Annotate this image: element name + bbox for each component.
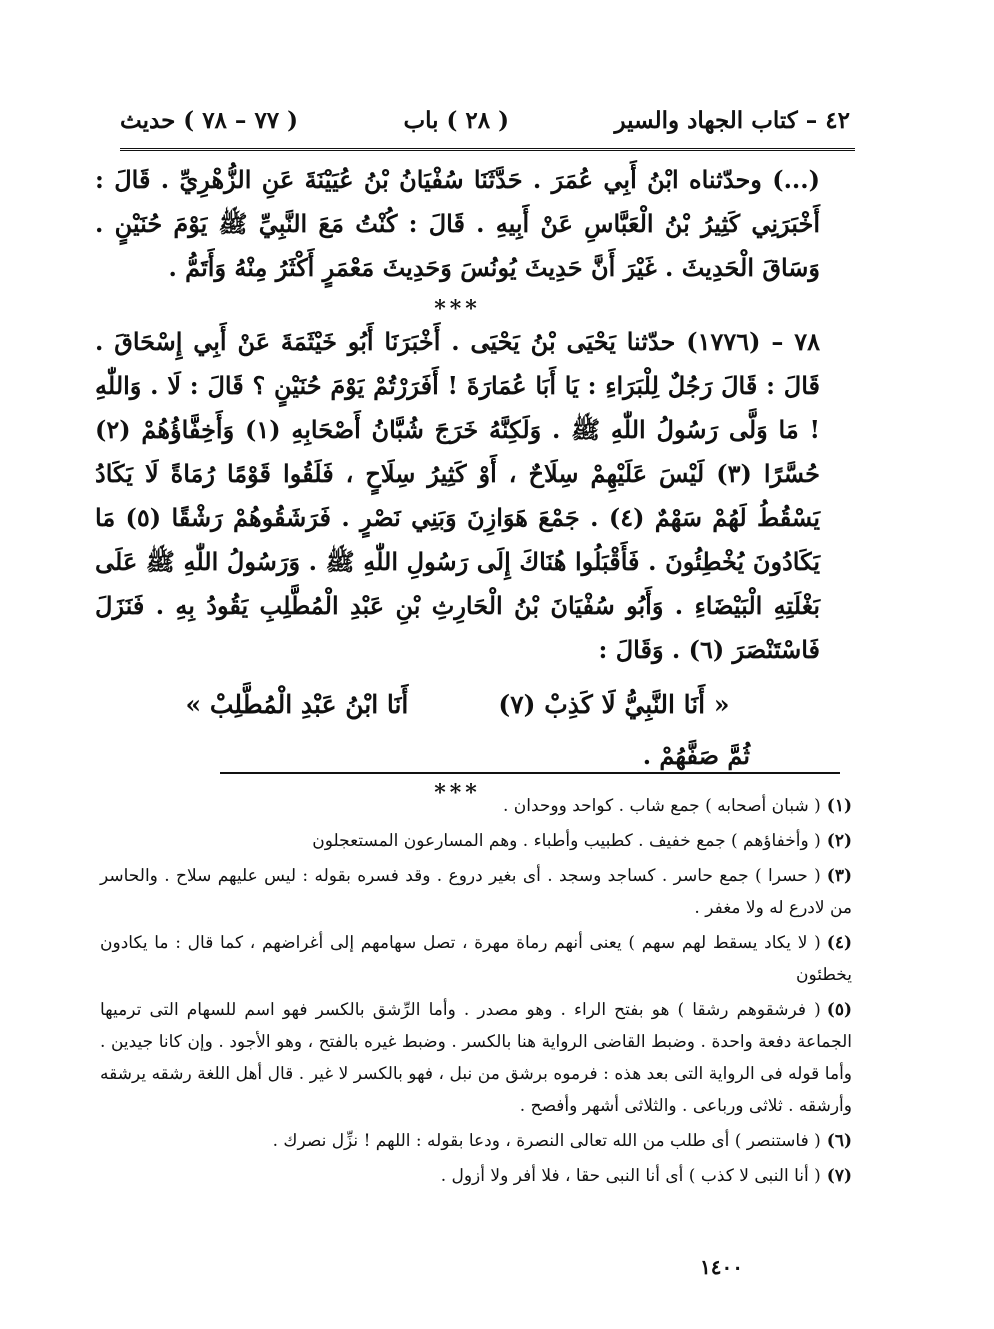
verse-hemistich-right: « أَنَا النَّبِيُّ لَا كَذِبْ (٧) xyxy=(498,690,730,719)
closing-line: ثُمَّ صَفَّهُمْ . xyxy=(642,741,750,770)
footnote xyxy=(100,994,852,1122)
footnote-text: ( وأخفاؤهم ) جمع خفيف . كطبيب وأطباء . وهم المسارعون المستعجلون xyxy=(312,831,821,851)
footnote-text: ( حسرا ) جمع حاسر . كساجد وسجد . أى بغير دروع . وقد فسره بقوله : ليس عليهم سلاح . والحاسر من لادرع له ولا مغفر . xyxy=(100,866,852,918)
verse-line xyxy=(95,680,820,730)
footnote-number: (٤) xyxy=(826,933,852,953)
footnote-number: (٢) xyxy=(826,831,852,851)
footnote xyxy=(100,1125,852,1157)
hadith-paragraph-2: ٧٨ – (١٧٧٦) حدّثنا يَحْيَى بْنُ يَحْيَى . أَخْبَرَنَا أَبُو خَيْثَمَةَ عَنْ أَبِي إِسْحَاقَ . قَالَ : قَالَ رَجُلٌ لِلْبَرَاءِ : يَا أَبَا عُمَارَةَ ! أَفَرَرْتُمْ يَوْمَ حُنَيْنٍ ؟ قَالَ : لَا . وَاللّٰهِ ! مَا وَلَّى رَسُولُ اللّٰهِ ﷺ . وَلَكِنَّهُ خَرَجَ شُبَّانُ أَصْحَابِهِ (١) وَأَخِفَّاؤُهُمْ (٢) حُسَّرًا (٣) لَيْسَ عَلَيْهِمْ سِلَاحٌ ، أَوْ كَثِيرُ سِلَاحٍ ، فَلَقُوا قَوْمًا رُمَاةً لَا يَكَادُ يَسْقُطُ لَهُمْ سَهْمٌ (٤) . جَمْعَ هَوَازِنَ وَبَنِي نَصْرٍ . فَرَشَقُوهُمْ رَشْقًا (٥) مَا يَكَادُونَ يُخْطِئُونَ . فَأَقْبَلُوا هُنَاكَ إِلَى رَسُولِ اللّٰهِ ﷺ . وَرَسُولُ اللّٰهِ ﷺ عَلَى بَغْلَتِهِ الْبَيْضَاءِ . وَأَبُو سُفْيَانَ بْنُ الْحَارِثِ بْنِ عَبْدِ الْمُطَّلِبِ يَقُودُ بِهِ . فَنَزَلَ فَاسْتَنْصَرَ (٦) . وَقَالَ : xyxy=(95,327,821,664)
footnote-text: ( لا يكاد يسقط لهم سهم ) يعنى أنهم رماة مهرة ، تصل سهامهم إلى أغراضهم ، كما قال : ما يكادون يخطئون xyxy=(100,933,852,985)
footnote xyxy=(100,1160,852,1192)
footnote-rule xyxy=(220,772,840,774)
footnote xyxy=(100,790,852,822)
footnote xyxy=(100,927,852,991)
header-chapter: ( ٢٨ ) باب xyxy=(403,106,510,134)
section-separator: *** xyxy=(434,296,481,322)
page-number: ١٤٠٠ xyxy=(700,1255,743,1279)
footnote-text: ( أنا النبى لا كذب ) أى أنا النبى حقا ، فلا أفر ولا أزول . xyxy=(440,1166,821,1186)
header-hadith-range: ( ٧٧ – ٧٨ ) حديث xyxy=(120,106,299,134)
main-text xyxy=(95,158,820,804)
verse-hemistich-left: أَنَا ابْنُ عَبْدِ الْمُطَّلِبْ » xyxy=(185,690,409,719)
footnote-number: (٧) xyxy=(826,1166,852,1186)
section-separator-2: *** xyxy=(434,780,481,806)
header-book-title: ٤٢ – كتاب الجهاد والسير xyxy=(614,106,850,134)
footnote xyxy=(100,860,852,924)
page-header xyxy=(120,100,850,140)
footnote-text: ( فرشقوهم رشقا ) هو بفتح الراء . وهو مصدر . وأما الرِّشق بالكسر فهو اسم للسهام التى ترميها الجماعة دفعة واحدة . وضبط القاضى الرواية هنا بالكسر . وضبط غيره بالفتح ، وهو الأجود . وإن كانا جيدين . وأما قوله فى الرواية التى بعد هذه : فرموه برشق من نبل ، فهو بالكسر لا غير . قال أهل اللغة رشقه يرشقه وأرشقه . ثلاثى ورباعى . والثلاثى أشهر وأفصح . xyxy=(100,1000,852,1116)
footnote xyxy=(100,825,852,857)
hadith-paragraph-1: (...) وحدّثناه ابْنُ أَبِي عُمَرَ . حَدَّثَنَا سُفْيَانُ بْنُ عُيَيْنَةَ عَنِ الزُّهْرِيِّ . قَالَ : أَخْبَرَنِي كَثِيرُ بْنُ الْعَبَّاسِ عَنْ أَبِيهِ . قَالَ : كُنْتُ مَعَ النَّبِيِّ ﷺ يَوْمَ حُنَيْنٍ . وَسَاقَ الْحَدِيثَ . غَيْرَ أَنَّ حَدِيثَ يُونُسَ وَحَدِيثَ مَعْمَرٍ أَكْثَرُ مِنْهُ وَأَتَمُّ . xyxy=(95,165,820,282)
footnote-number: (٦) xyxy=(826,1131,852,1151)
header-rule xyxy=(120,148,855,151)
footnote-text: ( فاستنصر ) أى طلب من الله تعالى النصرة ، ودعا بقوله : اللهم ! نزِّل نصرك . xyxy=(272,1131,821,1151)
footnote-number: (٣) xyxy=(826,866,852,886)
footnote-number: (١) xyxy=(826,796,852,816)
footnote-text: ( شبان أصحابه ) جمع شاب . كواحد ووحدان . xyxy=(502,796,821,816)
footnotes xyxy=(100,790,852,1195)
footnote-number: (٥) xyxy=(826,1000,852,1020)
